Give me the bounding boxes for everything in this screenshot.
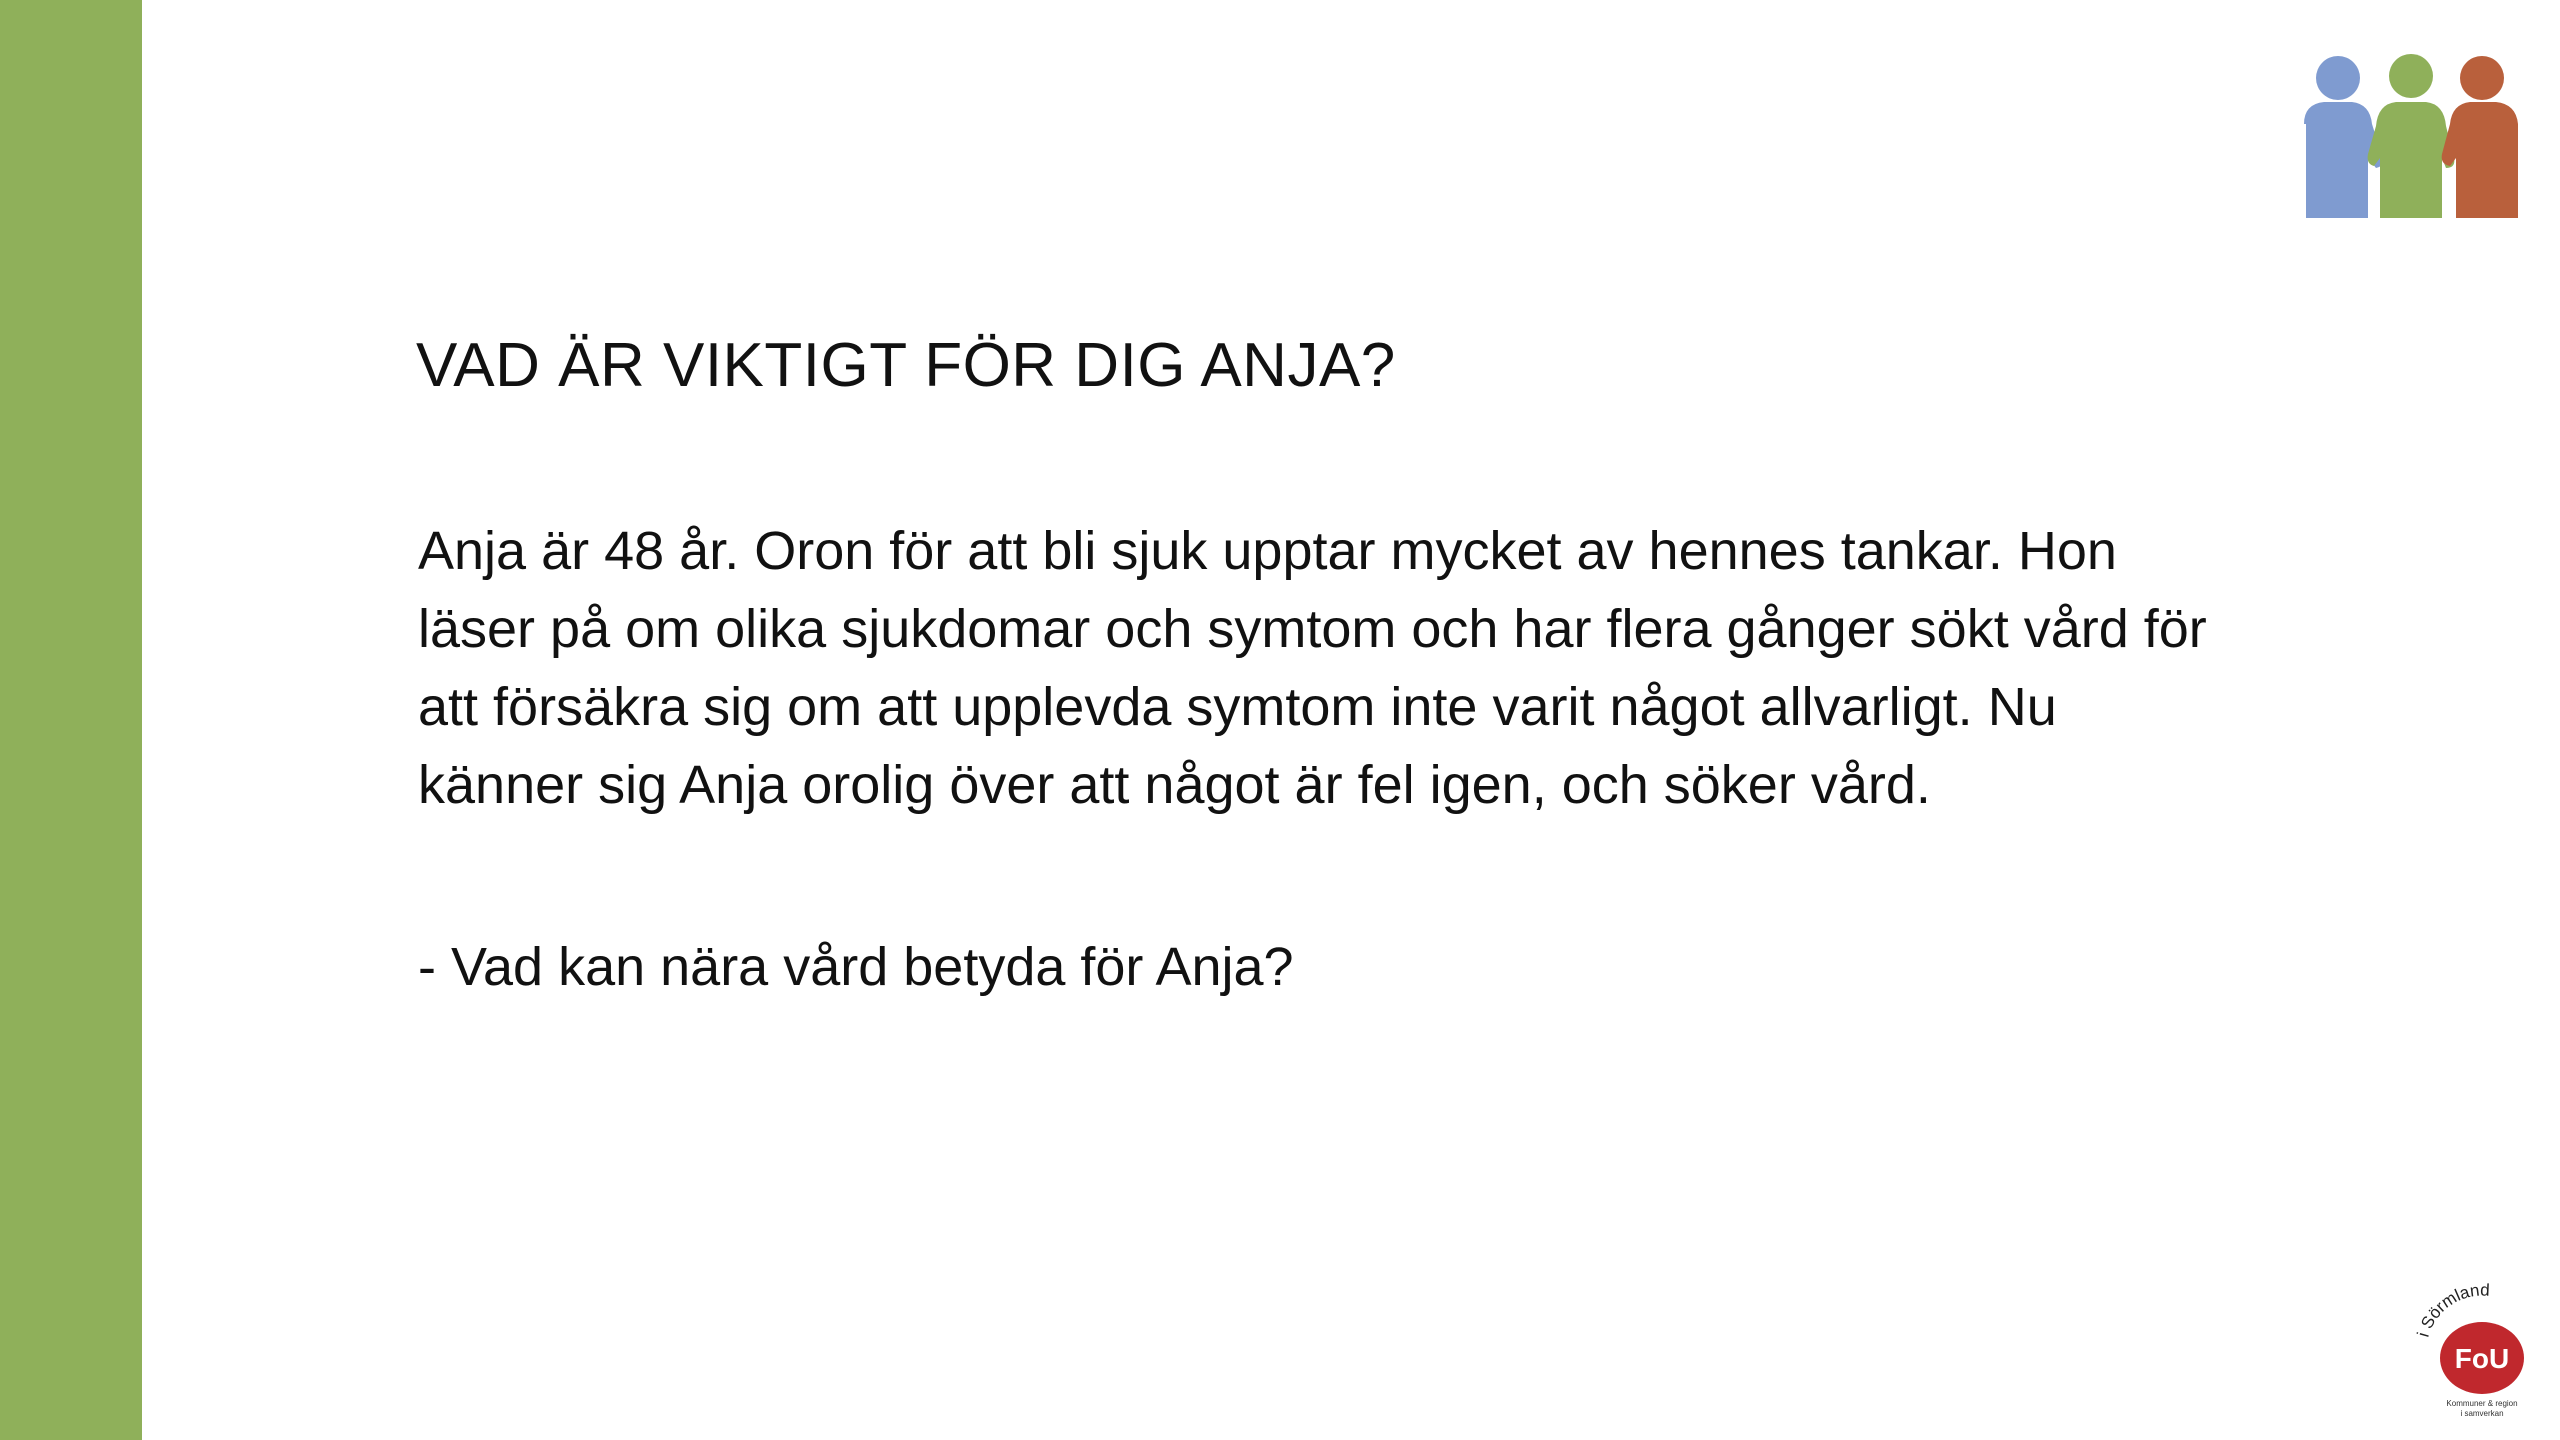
fou-tagline-1: Kommuner & region (2446, 1399, 2518, 1408)
fou-tagline-2: i samverkan (2460, 1409, 2504, 1418)
person-green-icon (2368, 54, 2455, 218)
discussion-question: - Vad kan nära vård betyda för Anja? (418, 937, 1294, 997)
slide-body-text: Anja är 48 år. Oron för att bli sjuk upptar mycket av hennes tankar. Hon läser på om olika sjukdomar och symtom och har flera gånger sökt vård för att försäkra sig om att upplevda symtom inte varit något allvarligt. Nu känner sig Anja orolig över att något är fel igen, och söker vård. (418, 521, 2207, 815)
slide-title: VAD ÄR VIKTIGT FÖR DIG ANJA? (416, 331, 1396, 400)
three-people-icon (2296, 54, 2526, 220)
fou-badge-text: FoU (2454, 1343, 2510, 1374)
sidebar-accent-bar (0, 0, 142, 1440)
person-red-icon (2442, 56, 2518, 218)
fou-arc-text: i Sörmland (2413, 1280, 2491, 1340)
person-blue-icon (2304, 56, 2383, 218)
fou-sormland-logo (2410, 1276, 2550, 1426)
